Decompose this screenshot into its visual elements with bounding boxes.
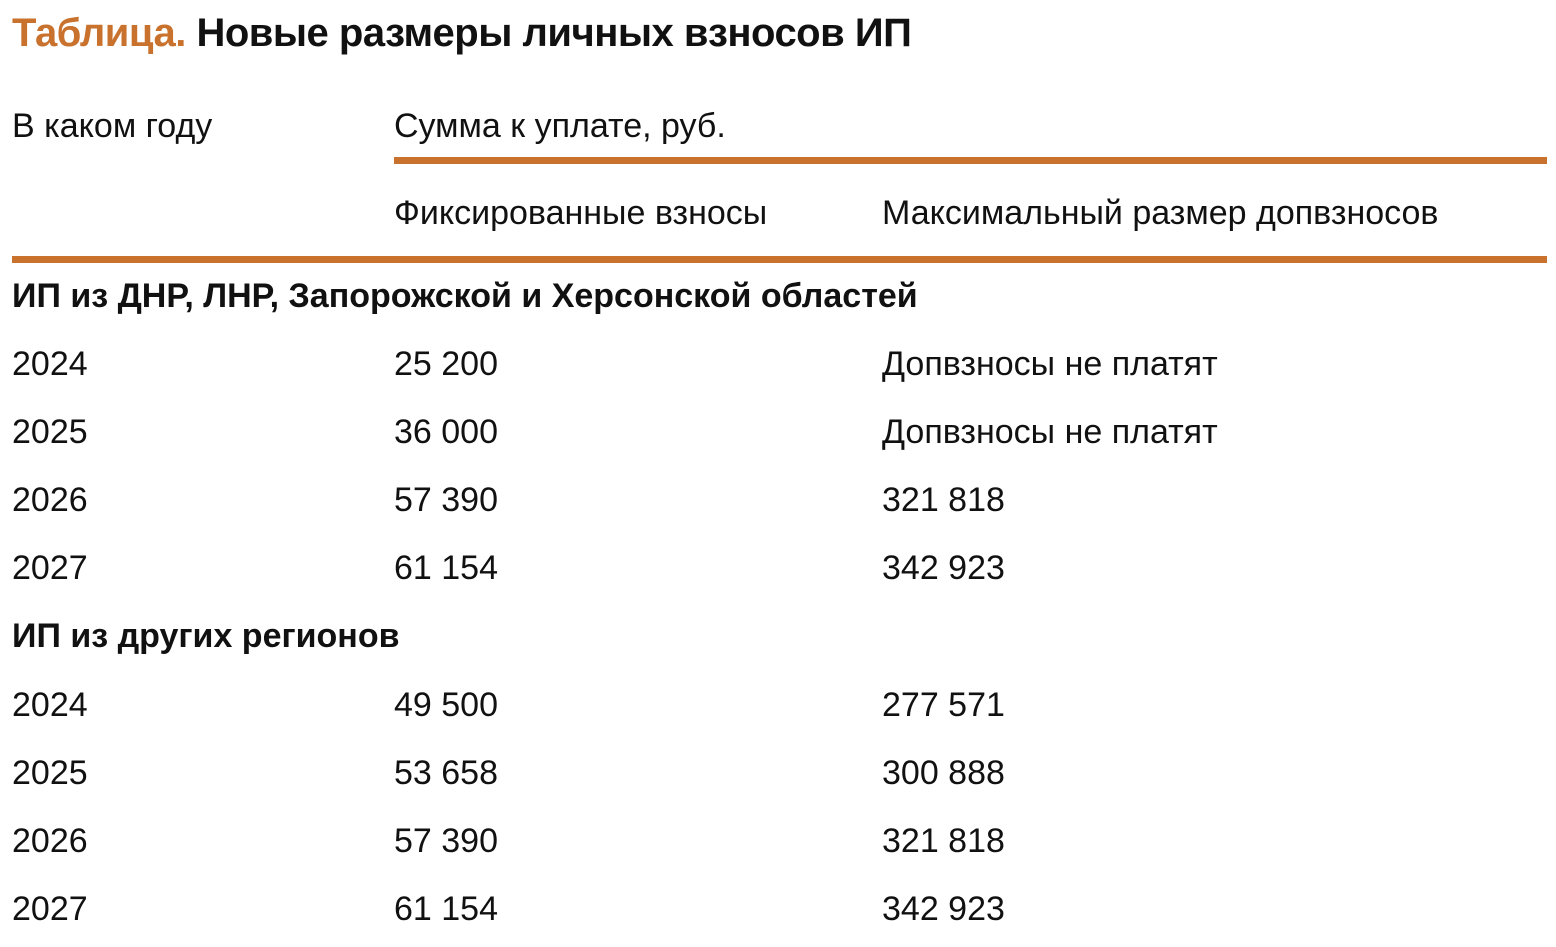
row-year: 2026 bbox=[12, 481, 88, 519]
row-year: 2027 bbox=[12, 549, 88, 587]
header-sum-rule bbox=[394, 157, 1547, 164]
row-max: 342 923 bbox=[882, 549, 1005, 587]
row-year: 2026 bbox=[12, 822, 88, 860]
row-max: 300 888 bbox=[882, 754, 1005, 792]
header-bottom-rule bbox=[12, 256, 1547, 263]
row-fixed: 57 390 bbox=[394, 481, 498, 519]
row-year: 2027 bbox=[12, 890, 88, 928]
row-max: Допвзносы не платят bbox=[882, 413, 1218, 451]
header-year: В каком году bbox=[12, 107, 213, 145]
row-max: 321 818 bbox=[882, 822, 1005, 860]
row-max: 321 818 bbox=[882, 481, 1005, 519]
table-title-prefix: Таблица. bbox=[12, 11, 186, 55]
row-fixed: 25 200 bbox=[394, 345, 498, 383]
row-fixed: 61 154 bbox=[394, 890, 498, 928]
row-max: Допвзносы не платят bbox=[882, 345, 1218, 383]
row-fixed: 61 154 bbox=[394, 549, 498, 587]
row-year: 2025 bbox=[12, 413, 88, 451]
header-max: Максимальный размер допвзносов bbox=[882, 194, 1439, 232]
table-title-text: Новые размеры личных взносов ИП bbox=[196, 11, 912, 55]
row-fixed: 36 000 bbox=[394, 413, 498, 451]
row-fixed: 49 500 bbox=[394, 686, 498, 724]
header-sum: Сумма к уплате, руб. bbox=[394, 107, 726, 145]
section-title: ИП из ДНР, ЛНР, Запорожской и Херсонской областей bbox=[12, 277, 918, 315]
row-max: 277 571 bbox=[882, 686, 1005, 724]
table-title bbox=[12, 6, 911, 60]
row-max: 342 923 bbox=[882, 890, 1005, 928]
row-year: 2024 bbox=[12, 686, 88, 724]
row-fixed: 53 658 bbox=[394, 754, 498, 792]
row-year: 2025 bbox=[12, 754, 88, 792]
row-fixed: 57 390 bbox=[394, 822, 498, 860]
section-title: ИП из других регионов bbox=[12, 617, 400, 655]
row-year: 2024 bbox=[12, 345, 88, 383]
header-fixed: Фиксированные взносы bbox=[394, 194, 768, 232]
